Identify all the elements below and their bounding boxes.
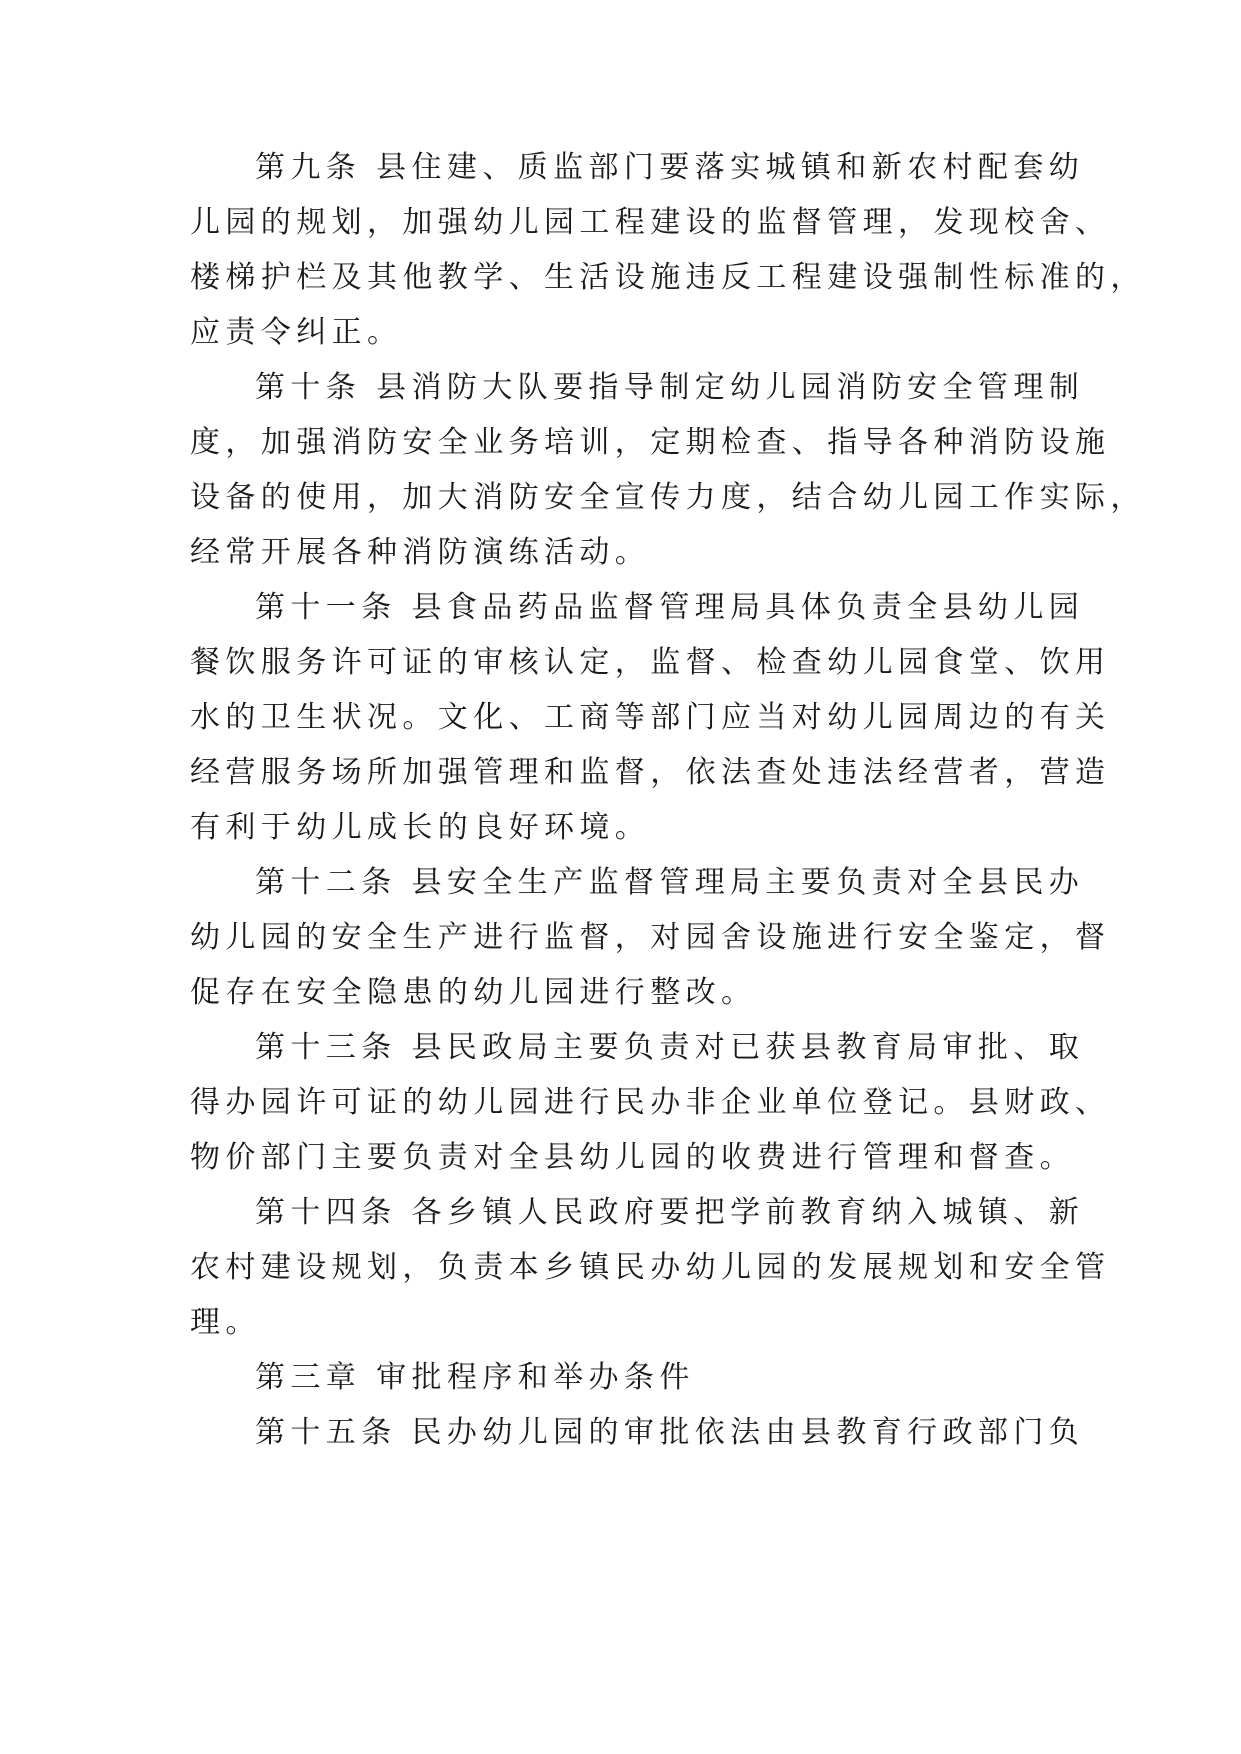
article-11-line-2: 餐饮服务许可证的审核认定，监督、检查幼儿园食堂、饮用 (190, 645, 1111, 680)
article-9-line-2: 儿园的规划，加强幼儿园工程建设的监督管理，发现校舍、 (190, 205, 1111, 240)
article-10-line-2: 度，加强消防安全业务培训，定期检查、指导各种消防设施 (190, 425, 1111, 460)
article-9-line-1: 第九条 县住建、质监部门要落实城镇和新农村配套幼 (255, 150, 1085, 185)
article-10-line-1: 第十条 县消防大队要指导制定幼儿园消防安全管理制 (255, 370, 1085, 405)
article-11-line-5: 有利于幼儿成长的良好环境。 (190, 810, 651, 845)
article-14-line-3: 理。 (190, 1305, 261, 1340)
article-12-line-2: 幼儿园的安全生产进行监督，对园舍设施进行安全鉴定，督 (190, 920, 1111, 955)
article-10-line-3: 设备的使用，加大消防安全宣传力度，结合幼儿园工作实际， (190, 480, 1146, 515)
chapter-3-heading: 第三章 审批程序和举办条件 (255, 1360, 695, 1395)
article-15-line-1: 第十五条 民办幼儿园的审批依法由县教育行政部门负 (255, 1415, 1085, 1450)
article-14-line-2: 农村建设规划，负责本乡镇民办幼儿园的发展规划和安全管 (190, 1250, 1111, 1285)
article-11-line-3: 水的卫生状况。文化、工商等部门应当对幼儿园周边的有关 (190, 700, 1111, 735)
article-13-line-1: 第十三条 县民政局主要负责对已获县教育局审批、取 (255, 1030, 1085, 1065)
article-9-line-4: 应责令纠正。 (190, 315, 403, 350)
article-11-line-1: 第十一条 县食品药品监督管理局具体负责全县幼儿园 (255, 590, 1085, 625)
article-12-line-3: 促存在安全隐患的幼儿园进行整改。 (190, 975, 757, 1010)
article-13-line-2: 得办园许可证的幼儿园进行民办非企业单位登记。县财政、 (190, 1085, 1111, 1120)
article-9-line-3: 楼梯护栏及其他教学、生活设施违反工程建设强制性标准的， (190, 260, 1146, 295)
article-11-line-4: 经营服务场所加强管理和监督，依法查处违法经营者，营造 (190, 755, 1111, 790)
article-14-line-1: 第十四条 各乡镇人民政府要把学前教育纳入城镇、新 (255, 1195, 1085, 1230)
article-13-line-3: 物价部门主要负责对全县幼儿园的收费进行管理和督查。 (190, 1140, 1075, 1175)
article-12-line-1: 第十二条 县安全生产监督管理局主要负责对全县民办 (255, 865, 1085, 900)
article-10-line-4: 经常开展各种消防演练活动。 (190, 535, 651, 570)
